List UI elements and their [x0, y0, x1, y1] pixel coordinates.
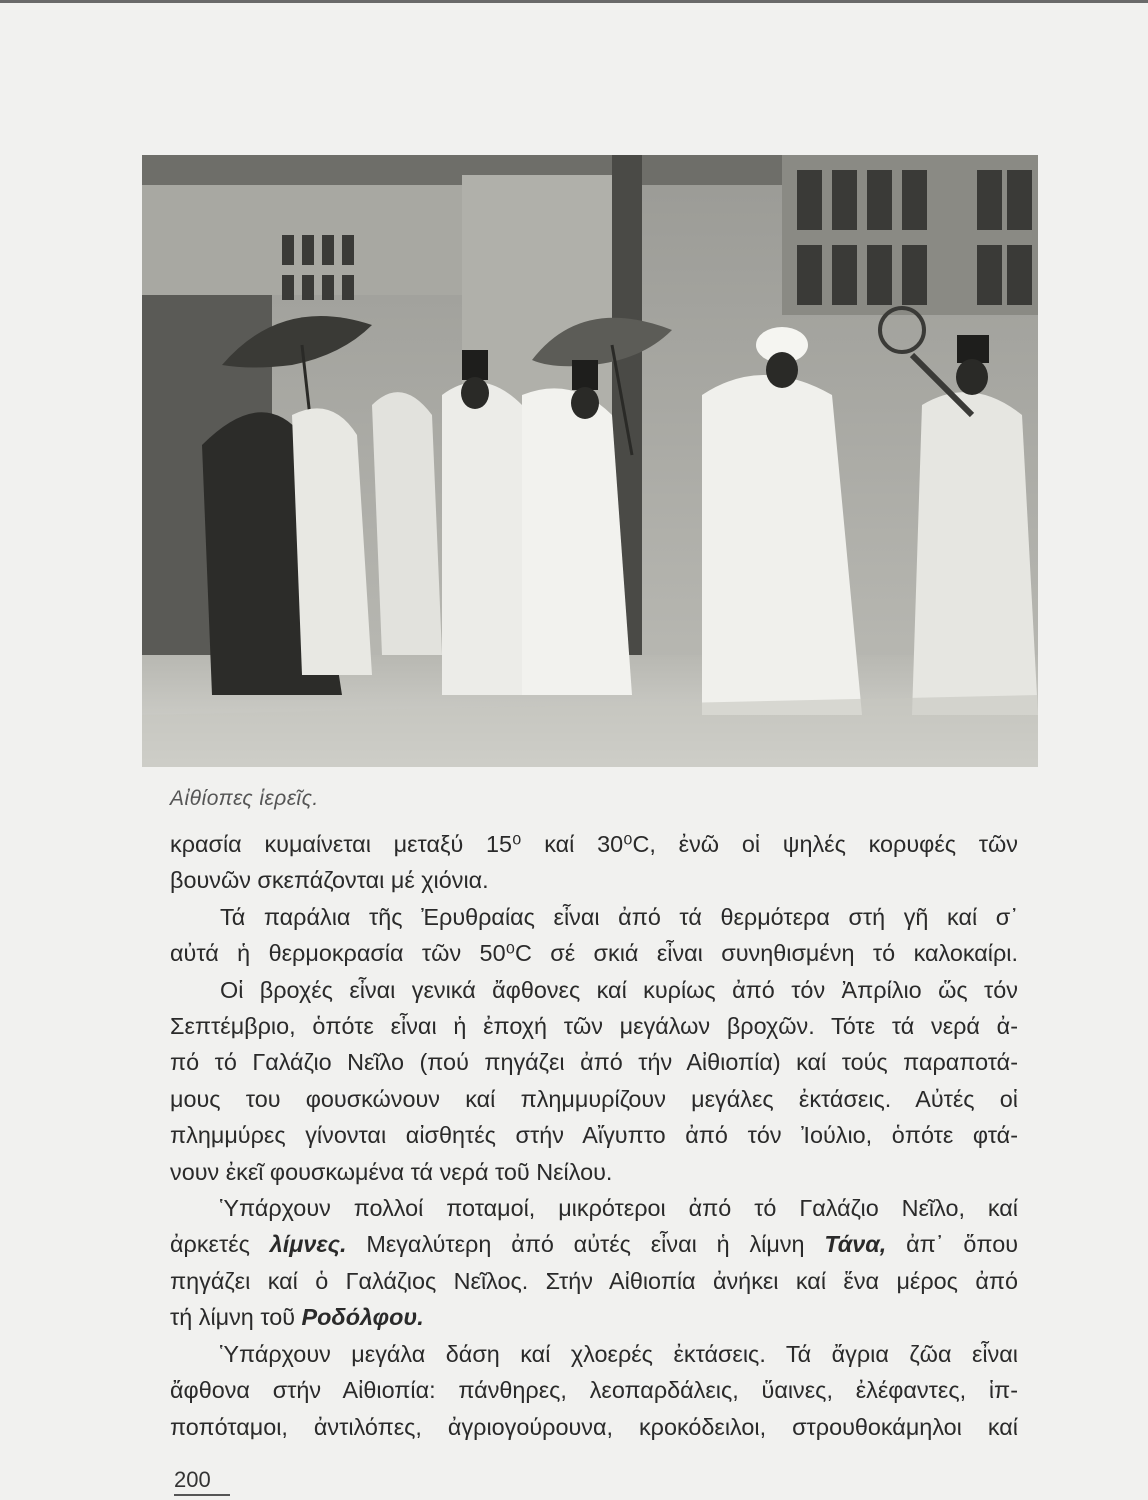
text-line: Τά παράλια τῆς Ἐρυθραίας εἶναι ἀπό τά θερμότερα στή γῆ καί σ᾿ — [220, 903, 1018, 930]
text-line: Ὑπάρχουν μεγάλα δάση καί χλοερές ἐκτάσεις. Τά ἄγρια ζῶα εἶναι — [220, 1340, 1018, 1367]
text-line: μους του φουσκώνουν καί πλημμυρίζουν μεγάλες ἐκτάσεις. Αὐτές οἱ — [170, 1085, 1018, 1112]
text-segment: ἀπ᾿ ὅπου — [906, 1231, 1019, 1258]
text-line: Ὑπάρχουν πολλοί ποταμοί, μικρότεροι ἀπό τό Γαλάζιο Νεῖλο, καί — [220, 1195, 1018, 1222]
text-line: ποπόταμοι, ἀντιλόπες, ἀγριογούρουνα, κροκόδειλοι, στρουθοκάμηλοι καί — [170, 1413, 1018, 1440]
ethiopian-priests-photo — [142, 155, 1038, 767]
text-line: πηγάζει καί ὁ Γαλάζιος Νεῖλος. Στήν Αἰθιοπία ἀνήκει καί ἕνα μέρος ἀπό — [170, 1267, 1018, 1294]
text-line: ἄφθονα στήν Αἰθιοπία: πάνθηρες, λεοπαρδάλεις, ὕαινες, ἐλέφαντες, ἱπ- — [170, 1377, 1018, 1404]
page-number: 200 — [174, 1467, 211, 1492]
text-line: νουν ἐκεῖ φουσκωμένα τά νερά τοῦ Νείλου. — [170, 1158, 613, 1185]
text-line: κρασία κυμαίνεται μεταξύ 15⁰ καί 30⁰C, ἐνῶ οἱ ψηλές κορυφές τῶν — [170, 831, 1018, 857]
text-segment: ἀρκετές — [170, 1231, 250, 1258]
text-line: πό τό Γαλάζιο Νεῖλο (πού πηγάζει ἀπό τήν Αἰθιοπία) καί τούς παραποτά- — [170, 1049, 1018, 1076]
page-number-rule — [174, 1494, 230, 1496]
text-line: Οἱ βροχές εἶναι γενικά ἄφθονες καί κυρίως ἀπό τόν Ἀπρίλιο ὥς τόν — [220, 976, 1018, 1003]
emphasis-rudolf: Ροδόλφου. — [301, 1304, 424, 1331]
emphasis-tana: Τάνα, — [824, 1231, 887, 1258]
photo-caption: Αἰθίοπες ἱερεῖς. — [170, 787, 319, 810]
text-line: πλημμύρες γίνονται αἰσθητές στήν Αἴγυπτο ἀπό τόν Ἰούλιο, ὁπότε φτά- — [170, 1122, 1018, 1149]
emphasis-lakes: λίμνες. — [269, 1231, 347, 1258]
text-line — [170, 1226, 1018, 1262]
text-line — [170, 1299, 1018, 1335]
text-line: βουνῶν σκεπάζονται μέ χιόνια. — [170, 867, 489, 894]
page-top-edge — [0, 0, 1148, 3]
text-segment: τή λίμνη τοῦ — [170, 1304, 296, 1331]
text-line: Σεπτέμβριο, ὁπότε εἶναι ἡ ἐποχή τῶν μεγάλων βροχῶν. Τότε τά νερά ἀ- — [170, 1013, 1018, 1040]
body-text — [170, 826, 1018, 1445]
text-line: αὐτά ἡ θερμοκρασία τῶν 50⁰C σέ σκιά εἶναι συνηθισμένη τό καλοκαίρι. — [170, 940, 1018, 967]
text-segment: Μεγαλύτερη ἀπό αὐτές εἶναι ἡ λίμνη — [366, 1231, 805, 1258]
